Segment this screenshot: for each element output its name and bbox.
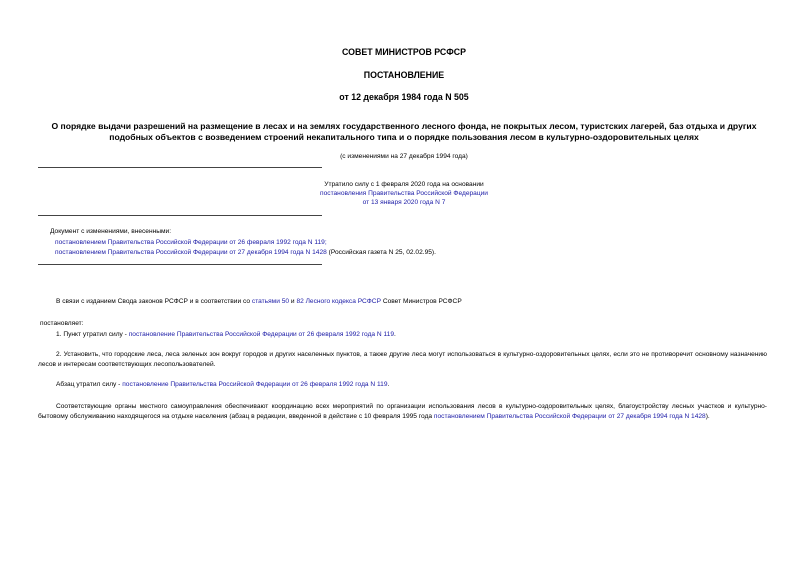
paragraph-4-link[interactable]: постановлением Правительства Российской Федерации от 27 декабря 1994 года N 1428 — [433, 413, 706, 420]
decrees-word: постановляет: — [40, 320, 84, 327]
repeal-decree-date-link[interactable]: от 13 января 2020 года N 7 — [362, 199, 446, 206]
amendment-note: (с изменениями на 27 декабря 1994 года) — [340, 153, 468, 160]
issuing-authority: СОВЕТ МИНИСТРОВ РСФСР — [342, 47, 466, 57]
paragraph-3 — [56, 380, 389, 389]
paragraph-3-text: Абзац утратил силу - — [56, 381, 123, 388]
change-decree-1992-link[interactable]: постановлением Правительства Российской Федерации от 26 февраля 1992 года N 119; — [55, 239, 327, 246]
paragraph-4 — [38, 402, 767, 422]
article-50-link[interactable]: статьями 50 — [251, 298, 290, 305]
paragraph-1-link[interactable]: постановление Правительства Российской Федерации от 26 февраля 1992 года N 119 — [128, 331, 395, 338]
status-block — [38, 180, 770, 207]
separator-line — [38, 264, 322, 265]
forest-code-article-82-link[interactable]: 82 Лесного кодекса РСФСР — [296, 298, 381, 305]
document-type: ПОСТАНОВЛЕНИЕ — [363, 70, 445, 80]
paragraph-4-text: Соответствующие органы местного самоуправления обеспечивают координацию всех мероприятий по организации использования лесов в культурно-оздоровительных целях, благоустройству лесных участков и культурно-бытовому обслуживанию находящегося на отдыхе населения (абзац в редакции, введенной в действие с 10 февраля 1995 года — [38, 403, 767, 420]
document-title: О порядке выдачи разрешений на размещение в лесах и на землях государственного лесного фонда, не покрытых лесом, туристских лагерей, баз отдыха и других подобных объектов с возведением строений некапитального типа и о порядке пользования лесом в культурно-оздоровительных целях — [51, 121, 757, 142]
intro-paragraph — [56, 297, 462, 306]
intro-text-mid: и — [289, 298, 297, 305]
paragraph-2: 2. Установить, что городские леса, леса зеленых зон вокруг городов и других населенных пунктов, а также другие леса могут использоваться в культурно-оздоровительных целях, если это не противоречит основному назначению лесов и интересам соответствующих лесопользователей. — [38, 351, 767, 368]
paragraph-3-end: . — [387, 381, 390, 388]
change-item-1994 — [55, 248, 436, 257]
paragraph-1 — [56, 330, 396, 339]
paragraph-1-text: 1. Пункт утратил силу - — [56, 331, 129, 338]
separator-line — [38, 167, 322, 168]
paragraph-1-end: . — [394, 331, 396, 338]
paragraph-3-link[interactable]: постановление Правительства Российской Федерации от 26 февраля 1992 года N 119 — [122, 381, 388, 388]
intro-text: В связи с изданием Свода законов РСФСР и в соответствии со — [56, 298, 252, 305]
change-decree-1994-link[interactable]: постановлением Правительства Российской Федерации от 27 декабря 1994 года N 1428 — [55, 249, 327, 256]
intro-text-end: Совет Министров РСФСР — [380, 298, 462, 305]
paragraph-4-end: ). — [705, 413, 710, 420]
repeal-decree-link[interactable]: постановления Правительства Российской Федерации — [320, 190, 488, 197]
change-source-note: (Российская газета N 25, 02.02.95). — [326, 249, 436, 256]
separator-line — [38, 215, 322, 216]
repeal-status-text: Утратило силу с 1 февраля 2020 года на основании — [324, 181, 484, 188]
document-date-number: от 12 декабря 1984 года N 505 — [339, 92, 469, 102]
changes-heading: Документ с изменениями, внесенными: — [50, 228, 172, 235]
